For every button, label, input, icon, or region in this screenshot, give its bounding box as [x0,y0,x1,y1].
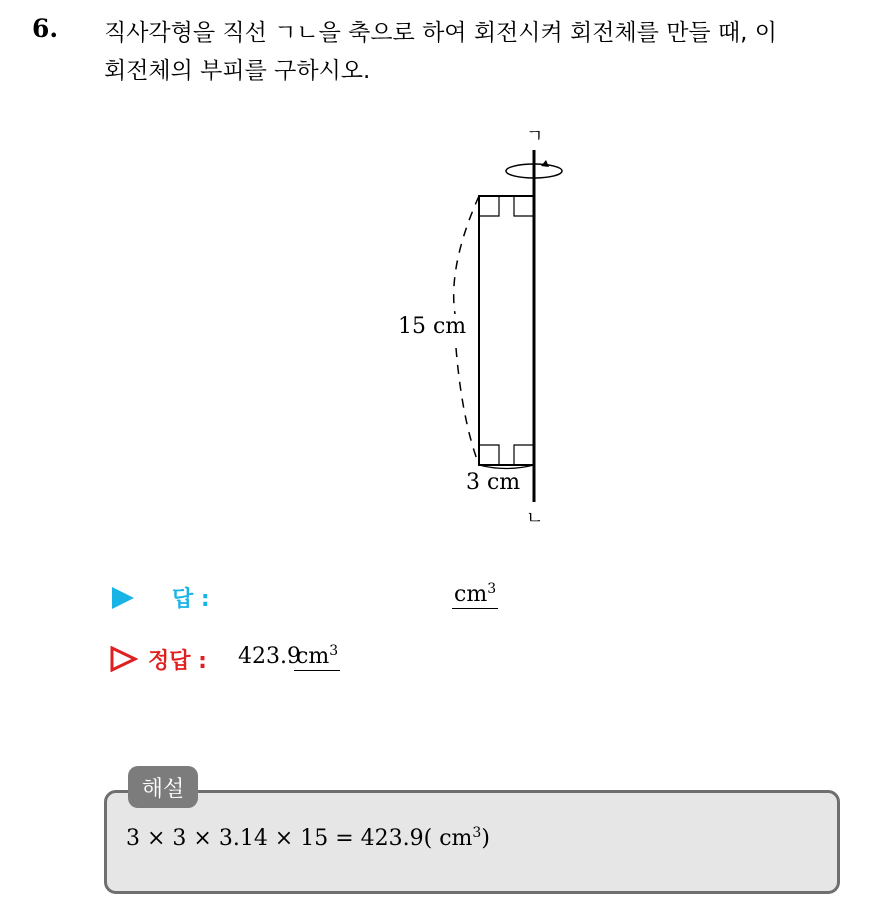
correct-triangle-icon [110,646,138,672]
question-number: 6. [32,14,59,43]
question-text-line-2: 회전체의 부피를 구하시오. [104,58,371,84]
right-angle-mark [479,196,499,216]
question-text-line-1: 직사각형을 직선 ㄱㄴ을 축으로 하여 회전시켜 회전체를 만들 때, 이 [104,20,777,46]
correct-answer-unit [294,644,340,671]
right-angle-mark [514,445,534,465]
answer-label: 답 : [172,587,210,612]
answer-unit-exponent: 3 [487,581,497,597]
solution-tag: 해설 [128,766,198,808]
rotation-arrowhead-icon [541,160,549,167]
solution-expression [126,826,490,851]
height-label: 15 cm [398,314,467,339]
correct-answer-value: 423.9 [238,644,301,669]
right-angle-mark [479,445,499,465]
answer-unit [452,582,498,609]
rotation-figure [380,120,580,530]
axis-label-bottom: ㄴ [526,508,544,529]
correct-answer-label: 정답 : [148,649,207,674]
height-dimension-arc [454,196,479,320]
height-dimension-arc [456,348,479,465]
solution-expression-end: ) [481,826,490,851]
axis-label-top: ㄱ [526,126,544,147]
right-angle-mark [514,196,534,216]
correct-unit-text: cm [296,644,330,669]
answer-unit-text: cm [454,582,488,607]
answer-triangle-icon [110,586,136,610]
rectangle-shape [479,196,534,465]
width-label: 3 cm [466,470,521,495]
question-text [104,14,874,90]
correct-unit-exponent: 3 [329,643,339,659]
solution-expression-exponent: 3 [472,825,482,841]
solution-expression-main: 3 × 3 × 3.14 × 15 = 423.9( cm [126,826,473,851]
